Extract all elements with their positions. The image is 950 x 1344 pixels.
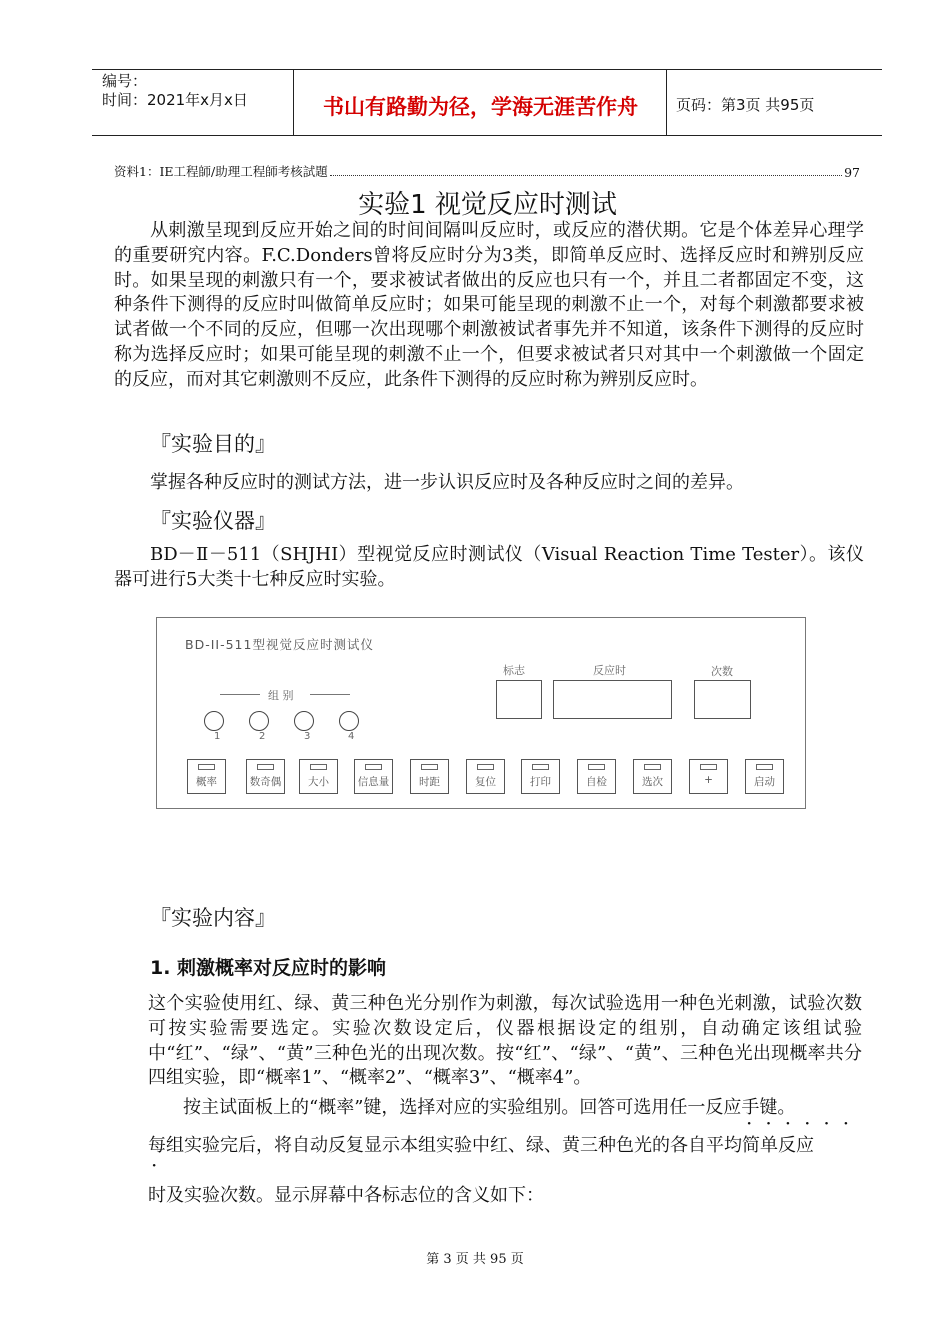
flag-label: 标志: [503, 664, 525, 677]
probability-button[interactable]: [187, 759, 226, 794]
subsection-1-heading: 1. 刺激概率对反应时的影响: [150, 957, 387, 979]
led-indicator: [257, 764, 274, 770]
led-indicator: [588, 764, 605, 770]
toc-leader-dots: [330, 174, 842, 176]
button-label: 自检: [586, 776, 607, 788]
led-indicator: [477, 764, 494, 770]
purpose-heading: 『实验目的』: [150, 432, 276, 456]
toc-text: 资料1：IE工程師/助理工程師考核試題: [114, 164, 328, 179]
count-label: 次数: [711, 665, 733, 678]
button-label: 复位: [475, 776, 496, 788]
count-display: [694, 680, 751, 719]
purpose-text: 掌握各种反应时的测试方法，进一步认识反应时及各种反应时之间的差异。: [150, 472, 744, 493]
flag-display: [496, 680, 542, 719]
toc-entry[interactable]: [114, 162, 860, 180]
led-indicator: [421, 764, 438, 770]
group-lamp-1[interactable]: [204, 711, 224, 731]
page-footer: 第 3 页 共 95 页: [426, 1252, 524, 1267]
page-title: 实验1 视觉反应时测试: [358, 190, 617, 220]
start-button[interactable]: [745, 759, 784, 794]
intro-paragraph: 从刺激呈现到反应开始之间的时间间隔叫反应时，或反应的潜伏期。它是个体差异心理学的重要研究内容。F.C.Donders曾将反应时分为3类，即简单反应时、选择反应时和辨别反应时。如果呈现的刺激只有一个，要求被试者做出的反应也只有一个，并且二者都固定不变，这种条件下测得的反应时叫做简单反应时；如果可能呈现的刺激不止一个，对每个刺激都要求被试者做一个不同的反应，但哪一次出现哪个刺激被试者事先并不知道，该条件下测得的反应时称为选择反应时；如果可能呈现的刺激不止一个，但要求被试者只对其中一个刺激做一个固定的反应，而对其它刺激则不反应，此条件下测得的反应时称为辨别反应时。: [114, 220, 864, 390]
size-button[interactable]: [299, 759, 338, 794]
instrument-text: BD－Ⅱ－511（SHJHI）型视觉反应时测试仪（Visual Reaction Time Tester）。该仪器可进行5大类十七种反应时实验。: [114, 544, 864, 590]
group-line-left: [220, 694, 260, 695]
toc-page: 97: [844, 165, 860, 180]
emphasis-dots: ······: [746, 1111, 863, 1135]
odd-even-button[interactable]: [246, 759, 285, 794]
group-lamp-4[interactable]: [339, 711, 359, 731]
subsection-1-paragraph: 这个实验使用红、绿、黄三种色光分别作为刺激，每次试验选用一种色光刺激，试验次数可按实验需要选定。实验次数设定后，仪器根据设定的组别，自动确定该组试验中“红”、“绿”、“黄”三种色光的出现次数。按“红”、“绿”、“黄”、三种色光出现概率共分四组实验，即“概率1”、“概率2”、“概率3”、“概率4”。: [148, 993, 862, 1089]
print-button[interactable]: [521, 759, 560, 794]
group-number-3: 3: [304, 731, 311, 742]
subsection-1-display-line: 时及实验次数。显示屏幕中各标志位的含义如下：: [148, 1185, 544, 1206]
time-interval-button[interactable]: [410, 759, 449, 794]
header-page-info: 页码：第3页 共95页: [676, 96, 815, 114]
button-label: +: [704, 774, 713, 786]
led-indicator: [644, 764, 661, 770]
led-indicator: [756, 764, 773, 770]
select-count-button[interactable]: [633, 759, 672, 794]
group-number-4: 4: [348, 731, 355, 742]
content-heading: 『实验内容』: [150, 906, 276, 930]
group-lamp-2[interactable]: [249, 711, 269, 731]
self-test-button[interactable]: [577, 759, 616, 794]
subsection-1-instruction: 按主试面板上的“概率”键，选择对应的实验组别。回答可选用任一反应手键。: [183, 1097, 796, 1118]
button-label: 大小: [308, 776, 329, 788]
information-button[interactable]: [354, 759, 393, 794]
subsection-1-result-line: 每组实验完后，将自动反复显示本组实验中红、绿、黄三种色光的各自平均简单反应: [148, 1135, 814, 1156]
button-label: 数奇偶: [249, 776, 282, 788]
led-indicator: [310, 764, 327, 770]
header-number-label: 编号：: [102, 72, 148, 90]
plus-button[interactable]: [689, 759, 728, 794]
button-label: 选次: [642, 776, 663, 788]
header-bottom-rule: [92, 135, 882, 136]
button-label: 信息量: [357, 776, 390, 788]
led-indicator: [365, 764, 382, 770]
button-label: 时距: [419, 776, 440, 788]
emphasis-dot: ·: [151, 1153, 158, 1177]
rt-display: [553, 680, 672, 719]
led-indicator: [700, 764, 717, 770]
group-line-right: [310, 694, 350, 695]
rt-label: 反应时: [593, 664, 626, 677]
button-label: 概率: [196, 776, 217, 788]
header-time-label: 时间：2021年x月x日: [102, 91, 248, 109]
group-lamp-3[interactable]: [294, 711, 314, 731]
led-indicator: [198, 764, 215, 770]
device-title: BD-II-511型视觉反应时测试仪: [185, 637, 374, 652]
group-number-1: 1: [214, 731, 221, 742]
group-label: 组 别: [268, 689, 294, 702]
group-number-2: 2: [259, 731, 266, 742]
led-indicator: [532, 764, 549, 770]
header-top-rule: [92, 69, 882, 70]
button-label: 打印: [530, 776, 551, 788]
reset-button[interactable]: [466, 759, 505, 794]
instrument-heading: 『实验仪器』: [150, 509, 276, 533]
header-motto: 书山有路勤为径，学海无涯苦作舟: [323, 95, 638, 119]
button-label: 启动: [754, 776, 775, 788]
